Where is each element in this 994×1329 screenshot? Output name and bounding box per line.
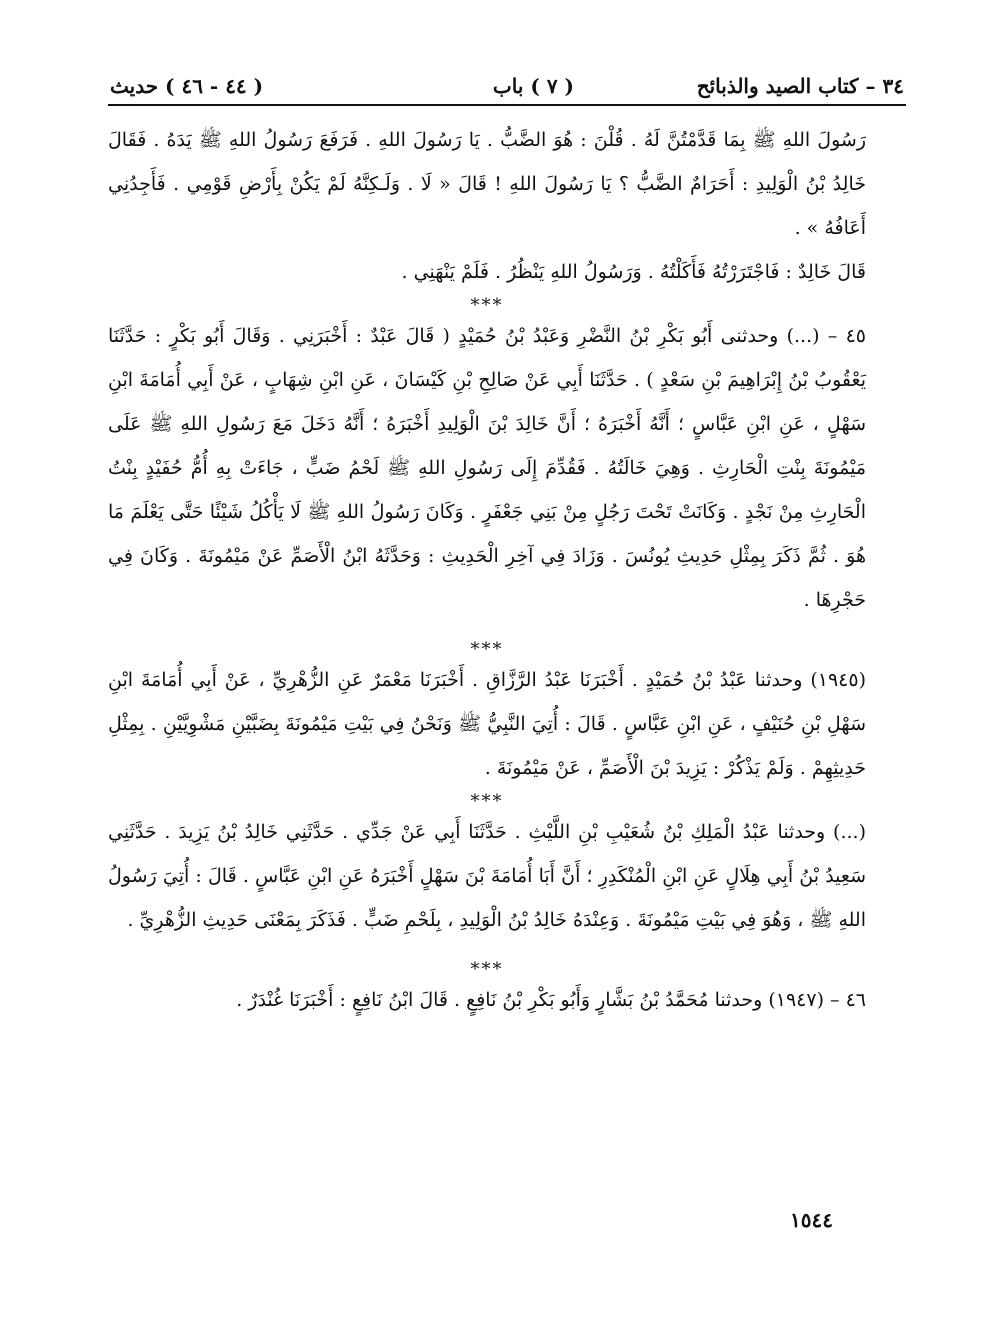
running-header: [110, 70, 904, 104]
header-chapter: ( ٧ ) باب: [492, 74, 574, 98]
paragraph-6: ٤٦ – (١٩٤٧) وحدثنا مُحَمَّدُ بْنُ بَشَّارٍ وَأَبُو بَكْرِ بْنُ نَافِعٍ . قَالَ ابْنُ نَافِعٍ : أَخْبَرَنَا غُنْدَرٌ .: [236, 989, 866, 1011]
paragraph-1: رَسُولَ اللهِ ﷺ بِمَا قَدَّمْتُنَّ لَهُ . قُلْنَ : هُوَ الضَّبُّ . يَا رَسُولَ اللهِ . فَرَفَعَ رَسُولُ اللهِ ﷺ يَدَهُ . فَقَالَ خَالِدُ بْنُ الْوَلِيدِ : أَحَرَامٌ الضَّبُّ ؟ يَا رَسُولَ اللهِ ! قَالَ « لَا . وَلَـكِنَّهُ لَمْ يَكُنْ بِأَرْضِ قَوْمِي . فَأَجِدُنِي أَعَافُهُ » .: [108, 129, 866, 239]
header-book-title: ٣٤ – كتاب الصيد والذبائح: [696, 74, 904, 98]
header-rule: [108, 104, 906, 106]
separator-4: ***: [470, 959, 504, 980]
page-body: [108, 118, 866, 1022]
page-number: ١٥٤٤: [790, 1208, 833, 1232]
separator-3: ***: [470, 791, 504, 812]
paragraph-5: (...) وحدثنا عَبْدُ الْمَلِكِ بْنُ شُعَيْبِ بْنِ اللَّيْثِ . حَدَّثَنَا أَبِي عَنْ جَدِّي . حَدَّثَنِي خَالِدُ بْنُ يَزِيدَ . حَدَّثَنِي سَعِيدُ بْنُ أَبِي هِلَالٍ عَنِ ابْنِ الْمُنْكَدِرِ ؛ أَنَّ أَبَا أُمَامَةَ بْنَ سَهْلٍ أَخْبَرَهُ عَنِ ابْنِ عَبَّاسٍ . قَالَ : أُتِيَ رَسُولُ اللهِ ﷺ ، وَهُوَ فِي بَيْتِ مَيْمُونَةَ . وَعِنْدَهُ خَالِدُ بْنُ الْوَلِيدِ ، بِلَحْمِ ضَبٍّ . فَذَكَرَ بِمَعْنَى حَدِيثِ الزُّهْرِيِّ .: [108, 821, 866, 931]
header-hadith-range: ( ٤٤ - ٤٦ ) حديث: [110, 74, 264, 98]
separator-2: ***: [470, 639, 504, 660]
separator-1: ***: [470, 295, 504, 316]
paragraph-2: قَالَ خَالِدٌ : فَاجْتَرَرْتُهُ فَأَكَلْتُهُ . وَرَسُولُ اللهِ يَنْظُرُ . فَلَمْ يَنْهَنِي .: [401, 261, 866, 283]
paragraph-4: (١٩٤٥) وحدثنا عَبْدُ بْنُ حُمَيْدٍ . أَخْبَرَنَا عَبْدُ الرَّزَّاقِ . أَخْبَرَنَا مَعْمَرٌ عَنِ الزُّهْرِيِّ ، عَنْ أَبِي أُمَامَةَ ابْنِ سَهْلِ بْنِ حُنَيْفٍ ، عَنِ ابْنِ عَبَّاسٍ . قَالَ : أُتِيَ النَّبِيُّ ﷺ وَنَحْنُ فِي بَيْتِ مَيْمُونَةَ بِضَبَّيْنِ مَشْوِيَّيْنِ . بِمِثْلِ حَدِيثِهِمْ . وَلَمْ يَذْكُرْ : يَزِيدَ بْنَ الْأَصَمِّ ، عَنْ مَيْمُونَةَ .: [108, 669, 866, 779]
spacer: [108, 622, 866, 638]
paragraph-3: ٤٥ – (...) وحدثنى أَبُو بَكْرِ بْنُ النَّضْرِ وَعَبْدُ بْنُ حُمَيْدٍ ( قَالَ عَبْدٌ : أَخْبَرَنِي . وَقَالَ أَبُو بَكْرٍ : حَدَّثَنَا يَعْقُوبُ بْنُ إِبْرَاهِيمَ بْنِ سَعْدٍ ) . حَدَّثَنَا أَبِي عَنْ صَالِحِ بْنِ كَيْسَانَ ، عَنِ ابْنِ شِهَابٍ ، عَنْ أَبِي أُمَامَةَ ابْنِ سَهْلٍ ، عَنِ ابْنِ عَبَّاسٍ ؛ أَنَّهُ أَخْبَرَهُ ؛ أَنَّ خَالِدَ بْنَ الْوَلِيدِ أَخْبَرَهُ ؛ أَنَّهُ دَخَلَ مَعَ رَسُولِ اللهِ ﷺ عَلَى مَيْمُونَةَ بِنْتِ الْحَارِثِ . وَهِيَ خَالَتُهُ . فَقُدِّمَ إِلَى رَسُولِ اللهِ ﷺ لَحْمُ ضَبٍّ ، جَاءَتْ بِهِ أُمُّ حُفَيْدٍ بِنْتُ الْحَارِثِ مِنْ نَجْدٍ . وَكَانَتْ تَحْتَ رَجُلٍ مِنْ بَنِي جَعْفَرٍ . وَكَانَ رَسُولُ اللهِ ﷺ لَا يَأْكُلُ شَيْئًا حَتَّى يَعْلَمَ مَا هُوَ . ثُمَّ ذَكَرَ بِمِثْلِ حَدِيثِ يُونُسَ . وَزَادَ فِي آخِرِ الْحَدِيثِ : وَحَدَّثَهُ ابْنُ الْأَصَمِّ عَنْ مَيْمُونَةَ . وَكَانَ فِي حَجْرِهَا .: [108, 325, 866, 611]
spacer: [108, 942, 866, 958]
